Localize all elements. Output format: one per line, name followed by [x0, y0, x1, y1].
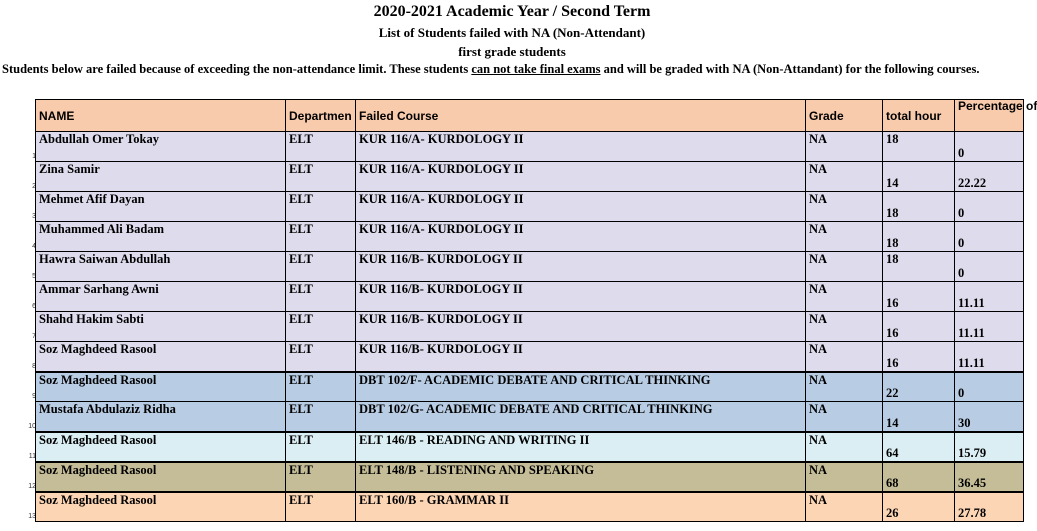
cell-percentage[interactable]: 27.78 [955, 492, 1024, 522]
row-number: 3 [32, 213, 36, 220]
row-number: 9 [32, 393, 36, 400]
cell-department[interactable]: ELT [286, 432, 356, 462]
table-header-row [36, 100, 1024, 132]
cell-percentage[interactable]: 36.45 [955, 462, 1024, 492]
row-number: 2 [32, 183, 36, 190]
cell-department[interactable]: ELT [286, 402, 356, 432]
table-row[interactable] [36, 432, 1024, 462]
cell-failed-course[interactable]: ELT 148/B - LISTENING AND SPEAKING [356, 462, 806, 492]
cell-failed-course[interactable]: KUR 116/A- KURDOLOGY II [356, 132, 806, 162]
row-number: 6 [32, 303, 36, 310]
cell-total-hour[interactable]: 18 [883, 192, 955, 222]
cell-grade[interactable]: NA [806, 372, 883, 402]
cell-failed-course[interactable]: KUR 116/A- KURDOLOGY II [356, 162, 806, 192]
column-header-total-hour[interactable]: total hour [883, 100, 955, 132]
cell-name[interactable]: Soz Maghdeed Rasool [36, 492, 286, 522]
cell-total-hour[interactable]: 64 [883, 432, 955, 462]
notice-text-part1: Students below are failed because of exceeding the non-attendance limit. These students [2, 62, 472, 76]
cell-failed-course[interactable]: ELT 160/B - GRAMMAR II [356, 492, 806, 522]
cell-department[interactable]: ELT [286, 192, 356, 222]
cell-failed-course[interactable]: KUR 116/B- KURDOLOGY II [356, 312, 806, 342]
cell-grade[interactable]: NA [806, 402, 883, 432]
cell-failed-course[interactable]: KUR 116/B- KURDOLOGY II [356, 282, 806, 312]
cell-name[interactable]: Soz Maghdeed Rasool [36, 462, 286, 492]
failed-students-table [35, 99, 1037, 522]
cell-failed-course[interactable]: DBT 102/G- ACADEMIC DEBATE AND CRITICAL THINKING [356, 402, 806, 432]
cell-name[interactable]: Muhammed Ali Badam [36, 222, 286, 252]
row-number: 11 [28, 453, 36, 460]
table-row[interactable] [36, 342, 1024, 372]
cell-name[interactable]: Hawra Saiwan Abdullah [36, 252, 286, 282]
cell-percentage[interactable]: 0 [955, 372, 1024, 402]
cell-department[interactable]: ELT [286, 342, 356, 372]
cell-department[interactable]: ELT [286, 252, 356, 282]
cell-grade[interactable]: NA [806, 282, 883, 312]
column-header-grade[interactable]: Grade [806, 100, 883, 132]
table-row[interactable] [36, 372, 1024, 402]
cell-name[interactable]: Soz Maghdeed Rasool [36, 342, 286, 372]
cell-department[interactable]: ELT [286, 372, 356, 402]
cell-name[interactable]: Abdullah Omer Tokay [36, 132, 286, 162]
cell-percentage[interactable]: 0 [955, 252, 1024, 282]
cell-total-hour[interactable]: 18 [883, 252, 955, 282]
cell-failed-course[interactable]: KUR 116/A- KURDOLOGY II [356, 192, 806, 222]
table-row[interactable] [36, 192, 1024, 222]
cell-total-hour[interactable]: 16 [883, 282, 955, 312]
row-number: 7 [32, 333, 36, 340]
cell-percentage[interactable]: 11.11 [955, 342, 1024, 372]
table-row[interactable] [36, 492, 1024, 522]
cell-failed-course[interactable]: ELT 146/B - READING AND WRITING II [356, 432, 806, 462]
cell-department[interactable]: ELT [286, 162, 356, 192]
cell-grade[interactable]: NA [806, 492, 883, 522]
cell-percentage[interactable]: 15.79 [955, 432, 1024, 462]
grade-level-label: first grade students [458, 44, 566, 59]
cell-percentage[interactable]: 0 [955, 222, 1024, 252]
table-row[interactable] [36, 132, 1024, 162]
row-number: 1 [32, 153, 36, 160]
table-row[interactable] [36, 282, 1024, 312]
table-row[interactable] [36, 402, 1024, 432]
cell-grade[interactable]: NA [806, 132, 883, 162]
cell-department[interactable]: ELT [286, 132, 356, 162]
cell-grade[interactable]: NA [806, 342, 883, 372]
table-body [36, 132, 1024, 522]
cell-total-hour[interactable]: 18 [883, 132, 955, 162]
cell-total-hour[interactable]: 16 [883, 312, 955, 342]
cell-department[interactable]: ELT [286, 462, 356, 492]
column-header-failed-course[interactable]: Failed Course [356, 100, 806, 132]
cell-grade[interactable]: NA [806, 462, 883, 492]
column-header-percentage[interactable]: Percentage of [955, 100, 1024, 132]
notice-paragraph [2, 61, 1020, 78]
cell-grade[interactable]: NA [806, 192, 883, 222]
cell-grade[interactable]: NA [806, 222, 883, 252]
notice-emphasis: can not take final exams [471, 62, 601, 76]
cell-percentage[interactable]: 22.22 [955, 162, 1024, 192]
cell-failed-course[interactable]: KUR 116/B- KURDOLOGY II [356, 342, 806, 372]
cell-grade[interactable]: NA [806, 162, 883, 192]
cell-grade[interactable]: NA [806, 252, 883, 282]
cell-percentage[interactable]: 0 [955, 192, 1024, 222]
list-subtitle: List of Students failed with NA (Non-Attendant) [378, 25, 646, 40]
column-header-name[interactable]: NAME [36, 100, 286, 132]
cell-total-hour[interactable]: 14 [883, 402, 955, 432]
cell-total-hour[interactable]: 14 [883, 162, 955, 192]
column-header-department[interactable]: Departmen [286, 100, 356, 132]
table-row[interactable] [36, 162, 1024, 192]
row-number-gutter [0, 0, 36, 531]
cell-total-hour[interactable]: 22 [883, 372, 955, 402]
cell-department[interactable]: ELT [286, 492, 356, 522]
table-row[interactable] [36, 312, 1024, 342]
cell-name[interactable]: Shahd Hakim Sabti [36, 312, 286, 342]
cell-name[interactable]: Mehmet Afif Dayan [36, 192, 286, 222]
row-number: 5 [32, 273, 36, 280]
table-row[interactable] [36, 222, 1024, 252]
cell-percentage[interactable]: 0 [955, 132, 1024, 162]
cell-total-hour[interactable]: 68 [883, 462, 955, 492]
row-number: 12 [28, 483, 36, 490]
cell-percentage[interactable]: 30 [955, 402, 1024, 432]
cell-failed-course[interactable]: DBT 102/F- ACADEMIC DEBATE AND CRITICAL THINKING [356, 372, 806, 402]
cell-percentage[interactable]: 11.11 [955, 312, 1024, 342]
row-number: 8 [32, 363, 36, 370]
cell-department[interactable]: ELT [286, 312, 356, 342]
table-row[interactable] [36, 252, 1024, 282]
cell-grade[interactable]: NA [806, 312, 883, 342]
cell-failed-course[interactable]: KUR 116/A- KURDOLOGY II [356, 222, 806, 252]
cell-total-hour[interactable]: 16 [883, 342, 955, 372]
cell-name[interactable]: Soz Maghdeed Rasool [36, 432, 286, 462]
notice-text-part2: and will be graded with NA (Non-Attandant) for the following courses. [600, 62, 980, 76]
cell-failed-course[interactable]: KUR 116/B- KURDOLOGY II [356, 252, 806, 282]
cell-total-hour[interactable]: 18 [883, 222, 955, 252]
cell-department[interactable]: ELT [286, 222, 356, 252]
page-title: 2020-2021 Academic Year / Second Term [373, 3, 651, 20]
cell-name[interactable]: Ammar Sarhang Awni [36, 282, 286, 312]
cell-name[interactable]: Mustafa Abdulaziz Ridha [36, 402, 286, 432]
cell-total-hour[interactable]: 26 [883, 492, 955, 522]
row-number: 13 [28, 513, 36, 520]
table-row[interactable] [36, 462, 1024, 492]
cell-percentage[interactable]: 11.11 [955, 282, 1024, 312]
cell-name[interactable]: Zina Samir [36, 162, 286, 192]
row-number: 10 [28, 423, 36, 430]
row-number: 4 [32, 243, 36, 250]
cell-grade[interactable]: NA [806, 432, 883, 462]
cell-department[interactable]: ELT [286, 282, 356, 312]
cell-name[interactable]: Soz Maghdeed Rasool [36, 372, 286, 402]
